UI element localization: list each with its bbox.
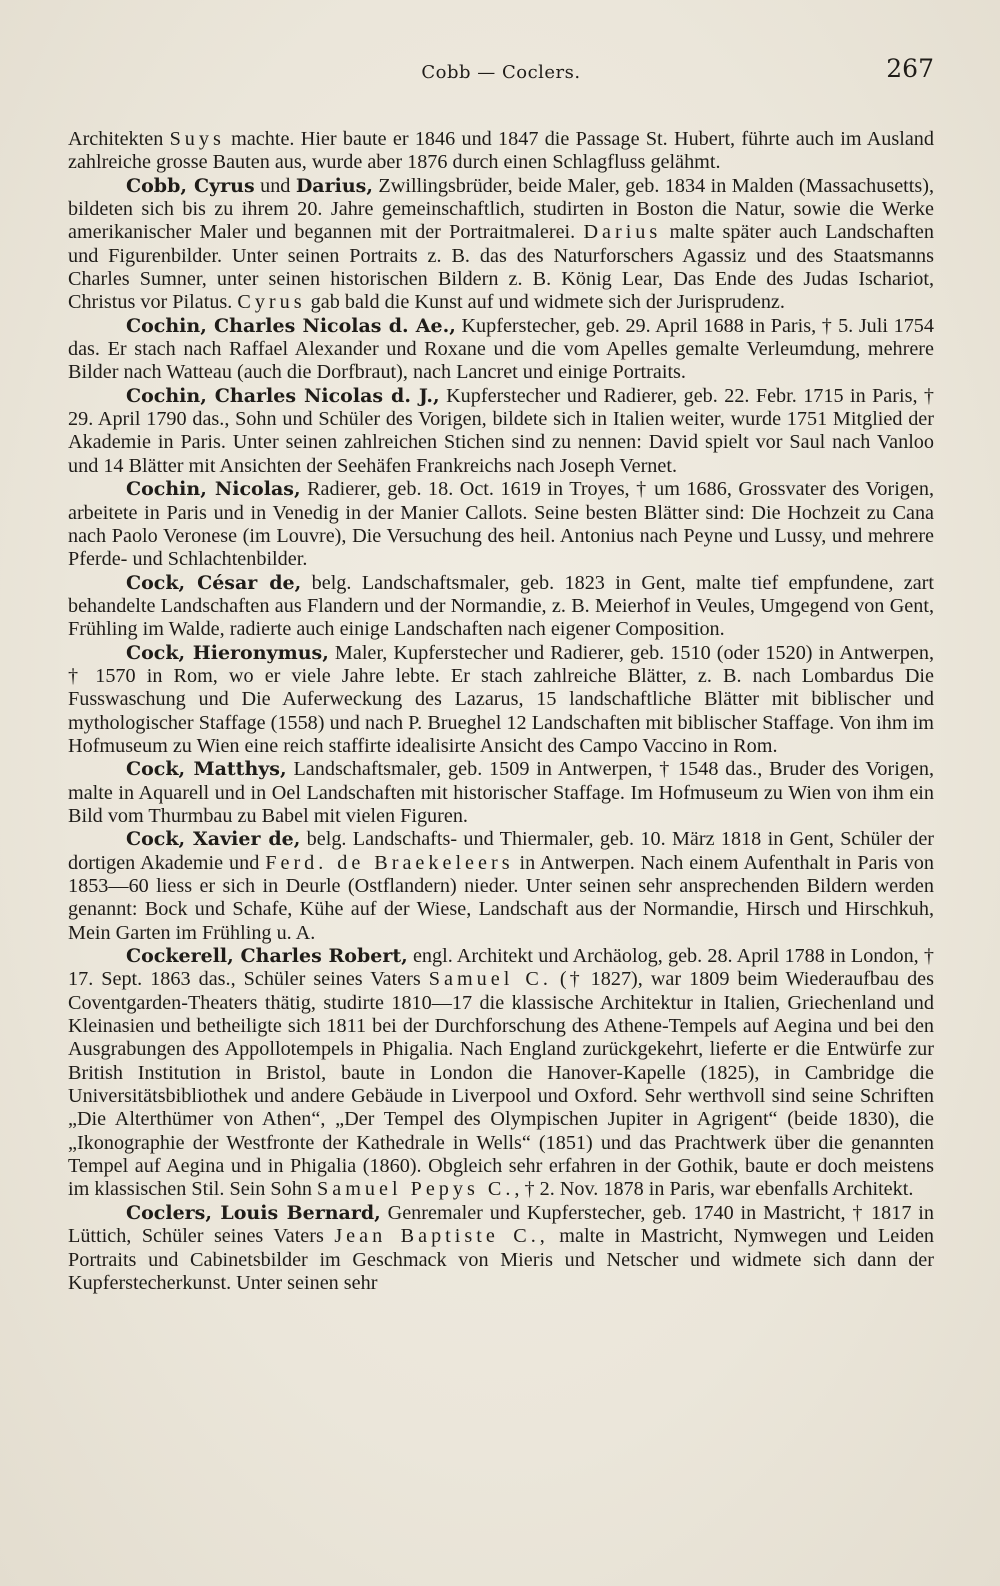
text-run: Genremaler und Kupferstecher, geb. 1740 in Mastricht, † 1817 in Lüttich, Schüler seines Vaters <box>68 1201 934 1248</box>
text-run: malte in Mastricht, Nymwegen und Leiden Portraits und Cabinetsbilder im Geschmack von Mieris und Netscher und widmete sich dann der Kupferstecherkunst. Unter seinen sehr <box>68 1225 934 1294</box>
entry-lemma: Cochin, Charles Nicolas d. J., <box>126 384 440 407</box>
continuation-paragraph <box>68 128 934 175</box>
entry-lemma: Cochin, Charles Nicolas d. Ae., <box>126 314 456 337</box>
entry-cock-xavier <box>68 828 934 945</box>
page-body <box>68 128 934 1295</box>
entry-lemma: Cobb, Cyrus <box>126 174 255 197</box>
spaced-name: Samuel Pepys C. <box>317 1178 515 1201</box>
text-run: Architekten <box>68 128 170 150</box>
text-run: Kupferstecher und Radierer, geb. 22. Febr. 1715 in Paris, † 29. April 1790 das., Sohn und Schüler des Vorigen, bildete sich in Italien weiter, wurde 1751 Mitglied der Akademie in Paris. Unter seinen zahlreichen Stichen sind zu nennen: David spielt vor Saul nach Vanloo und 14 Blätter mit Ansichten der Seehäfen Frankreichs nach Joseph Vernet. <box>68 384 934 477</box>
entry-coclers <box>68 1202 934 1295</box>
entry-lemma: Cockerell, Charles Robert, <box>126 945 408 968</box>
text-run: († 1827), war 1809 beim Wiederaufbau des Coventgarden-Theaters thätig, studirte 1810—17 die klassische Architektur in Italien, Griechenland und Kleinasien und betheiligte sich 1811 bei der Durchforschung des Athene-Tempels auf Aegina und bei den Ausgrabungen des Appollotempels in Phigalia. Nach England zurückgekehrt, lieferte er die Entwürfe zur British Institution in Bristol, baute in London die Hanover-Kapelle (1825), in Cambridge die Universitätsbibliothek und andere Gebäude in Liverpool und Oxford. Sehr werthvoll sind seine Schriften „Die Alterthümer von Athen“, „Der Tempel des Olympischen Jupiter in Agrigent“ (beide 1830), die „Ikonographie der Westfronte der Kathedrale in Wells“ (1851) und das Prachtwerk über die genannten Tempel auf Aegina und in Phigalia (1860). Obgleich sehr erfahren in der Gothik, baute er doch meistens im klassischen Stil. Sein Sohn <box>68 968 934 1201</box>
text-run: Kupferstecher, geb. 29. April 1688 in Paris, † 5. Juli 1754 das. Er stach nach Raffael Alexander und Roxane und die vom Apelles gemalte Verleumdung, mehrere Bilder nach Watteau (auch die Dorfbraut), nach Lancret und einige Portraits. <box>68 314 934 384</box>
entry-cobb <box>68 175 934 315</box>
text-run: belg. Landschafts- und Thiermaler, geb. 10. März 1818 in Gent, Schüler der dortigen Akademie und <box>68 828 934 874</box>
text-run: engl. Architekt und Archäolog, geb. 28. April 1788 in London, † 17. Sept. 1863 das., Schüler seines Vaters <box>68 945 934 991</box>
page-number: 267 <box>886 54 934 83</box>
text-run: und <box>254 174 296 197</box>
text-run: Maler, Kupferstecher und Radierer, geb. 1510 (oder 1520) in Antwerpen, † 1570 in Rom, wo er viele Jahre lebte. Er stach zahlreiche Blätter, z. B. nach Lombardus Die Fusswaschung und Die Auferweckung des Lazarus, 15 landschaftliche Blätter mit biblischer und mythologischer Staffage (1558) und nach P. Brueghel 12 Landschaften mit biblischer Staffage. Von ihm im Hofmuseum zu Wien eine reich staffirte idealisirte Ansicht des Campo Vaccino in Rom. <box>68 641 934 757</box>
entry-cochin-nicolas <box>68 478 934 571</box>
text-run: , † 2. Nov. 1878 in Paris, war ebenfalls Architekt. <box>514 1178 914 1201</box>
entry-cochin-ae <box>68 315 934 385</box>
spaced-name: Cyrus <box>237 291 306 314</box>
entry-lemma: Coclers, Louis Bernard, <box>126 1201 381 1224</box>
entry-lemma: Darius, <box>295 174 373 197</box>
entry-cock-cesar <box>68 572 934 642</box>
entry-lemma: Cock, Hieronymus, <box>126 641 329 664</box>
text-run: machte. Hier baute er 1846 und 1847 die Passage St. Hubert, führte auch im Ausland zahlreiche grosse Bauten aus, wurde aber 1876 durch einen Schlagfluss gelähmt. <box>68 128 934 174</box>
text-run: in Antwerpen. Nach einem Aufenthalt in Paris von 1853—60 liess er sich in Deurle (Ostflandern) nieder. Unter seinen sehr ansprechenden Bildern werden genannt: Bock und Schafe, Kühe auf der Wiese, Landschaft aus der Normandie, Hirsch und Hirschkuh, Mein Garten im Frühling u. A. <box>68 851 934 944</box>
entry-lemma: Cochin, Nicolas, <box>126 478 301 501</box>
spaced-name: Jean Baptiste C., <box>334 1225 549 1248</box>
text-run: malte später auch Landschaften und Figurenbilder. Unter seinen Portraits z. B. das des Naturforschers Agassiz und des Staatsmanns Charles Sumner, unter seinen historischen Bildern z. B. König Lear, Das Ende des Judas Ischariot, Christus vor Pilatus. <box>68 221 934 314</box>
text-run: Landschaftsmaler, geb. 1509 in Antwerpen, † 1548 das., Bruder des Vorigen, malte in Aquarell und in Oel Landschaften mit historischer Staffage. Im Hofmuseum zu Wien von ihm ein Bild vom Thurmbau zu Babel mit vielen Figuren. <box>68 758 934 827</box>
entry-lemma: Cock, Matthys, <box>126 758 287 781</box>
text-run: Radierer, geb. 18. Oct. 1619 in Troyes, † um 1686, Grossvater des Vorigen, arbeitete in Paris und in Venedig in der Manier Callots. Seine besten Blätter sind: Die Hochzeit zu Cana nach Paolo Veronese (im Louvre), Die Versuchung des heil. Antonius nach Peyne und Lussy, und mehrere Pferde- und Schlachtenbilder. <box>68 478 934 571</box>
spaced-name: Samuel C. <box>428 968 552 991</box>
text-run: gab bald die Kunst auf und widmete sich der Jurisprudenz. <box>305 291 785 314</box>
entry-cochin-j <box>68 385 934 478</box>
spaced-name: Suys <box>169 128 225 150</box>
text-run: belg. Landschaftsmaler, geb. 1823 in Gent, malte tief empfundene, zart behandelte Landschaften aus Flandern und der Normandie, z. B. Meierhof in Veules, Umgegend von Gent, Frühling im Walde, radierte auch einige Landschaften nach eigener Composition. <box>68 571 934 641</box>
entry-cock-matthys <box>68 758 934 828</box>
spaced-name: Darius <box>583 221 662 244</box>
entry-cock-hieronymus <box>68 642 934 759</box>
text-run: Zwillingsbrüder, beide Maler, geb. 1834 in Malden (Massachusetts), bildeten sich bis zu ihrem 20. Jahre gemeinschaftlich, studirten in Boston die Natur, sowie die Werke amerikanischer Maler und begannen mit der Portraitmalerei. <box>68 174 934 244</box>
spaced-name: Ferd. de Braekeleers <box>265 851 514 874</box>
entry-cockerell <box>68 945 934 1202</box>
entry-lemma: Cock, César de, <box>126 571 302 594</box>
running-head-title: Cobb — Coclers. <box>421 62 581 83</box>
running-head <box>68 48 934 88</box>
entry-lemma: Cock, Xavier de, <box>126 828 301 851</box>
